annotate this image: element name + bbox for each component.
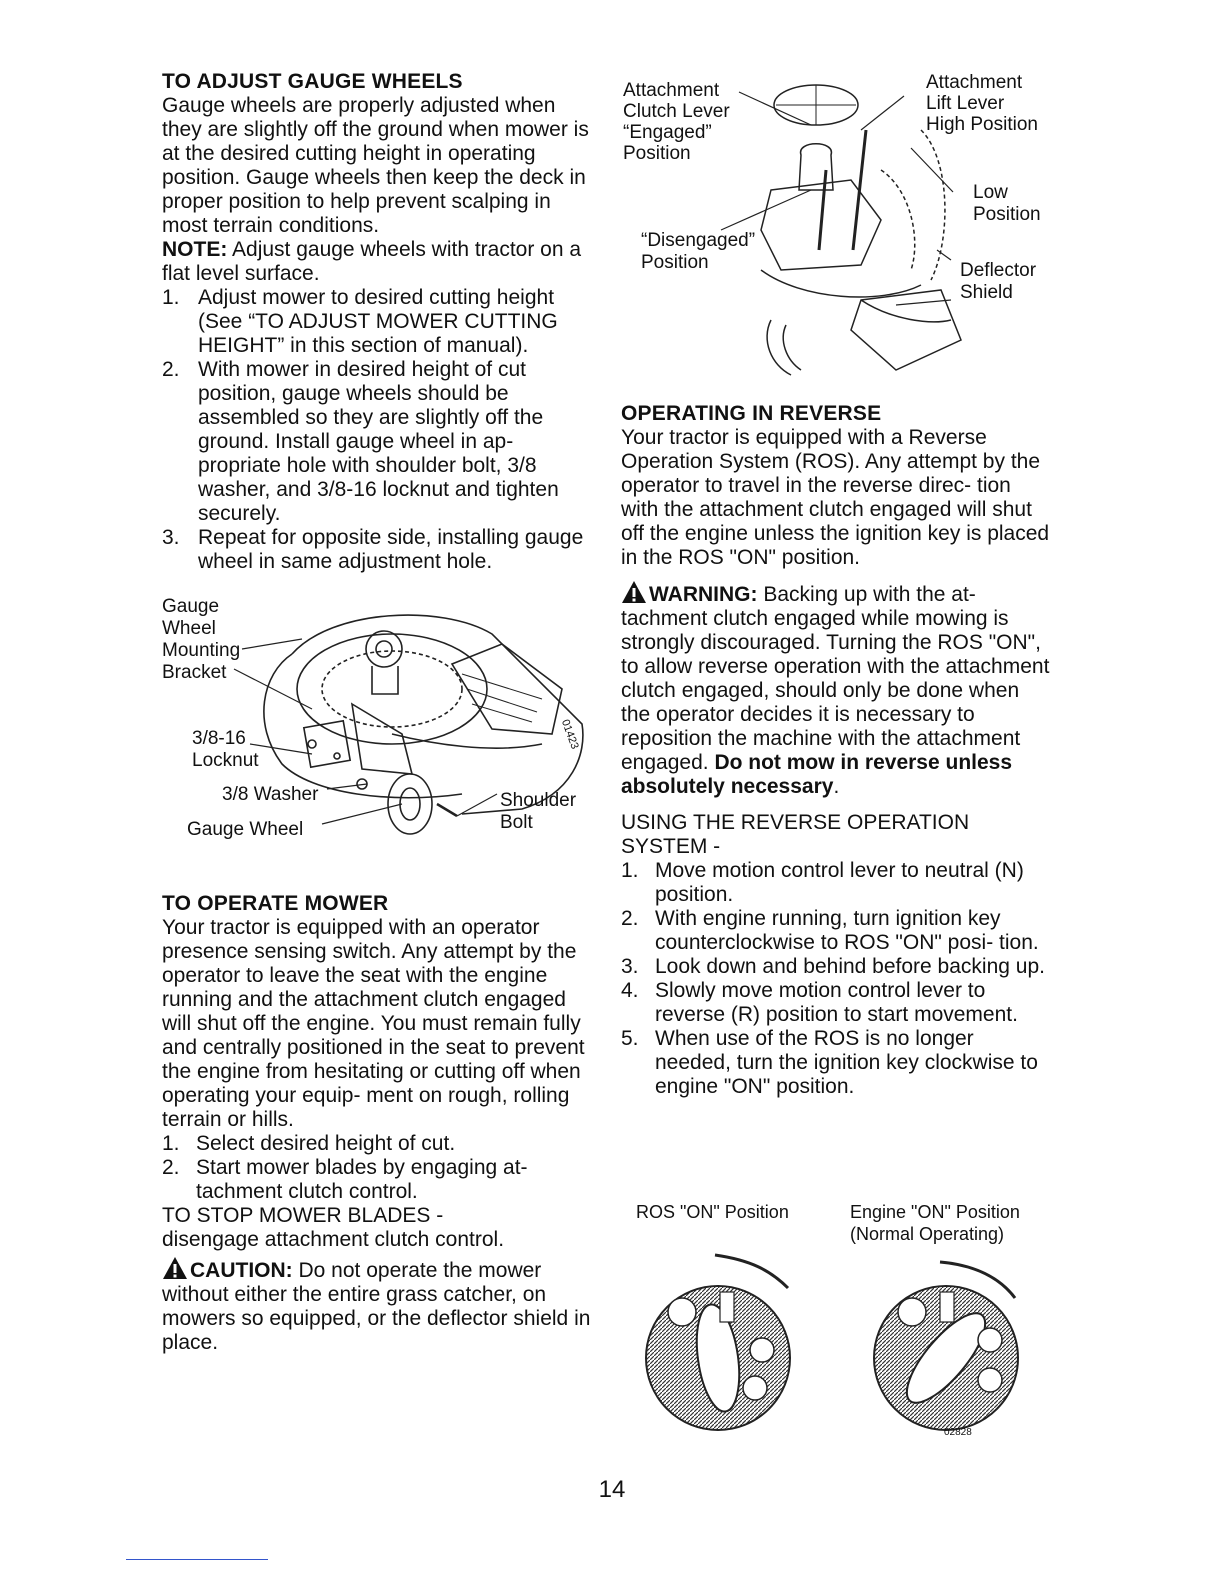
- step-number: 3.: [621, 955, 639, 978]
- washer-label: 3/8 Washer: [222, 784, 319, 805]
- step-number: 5.: [621, 1027, 639, 1050]
- gauge-wheel-figure: [162, 594, 594, 874]
- engine-switch: [874, 1262, 1018, 1430]
- label-line: 3/8-16: [192, 728, 246, 749]
- stop-blades-instruction: disengage attachment clutch control.: [162, 1228, 505, 1251]
- label-line: High Position: [926, 114, 1038, 135]
- step-text: Adjust mower to desired cutting height (See “TO ADJUST MOWER CUTTING HEIGHT” in this section of manual).: [198, 286, 558, 357]
- warning-triangle-icon: [621, 580, 647, 604]
- figure-code: 02828: [944, 1427, 972, 1438]
- warning-label: WARNING:: [649, 583, 758, 606]
- reverse-steps: [621, 859, 1051, 1099]
- operate-steps: [162, 1132, 594, 1204]
- list-item: [162, 526, 594, 574]
- list-item: [162, 1132, 594, 1156]
- step-number: 1.: [162, 286, 180, 309]
- left-column: [162, 70, 594, 1355]
- list-item: [621, 859, 1051, 907]
- step-number: 1.: [162, 1132, 180, 1155]
- label-line: Position: [623, 143, 691, 164]
- ros-switch: [646, 1255, 790, 1430]
- label-line: “Engaged”: [623, 122, 712, 143]
- caution-block: [162, 1256, 594, 1355]
- list-item: [621, 1027, 1051, 1099]
- label-line: Clutch Lever: [623, 101, 730, 122]
- label-line: Wheel: [162, 618, 216, 639]
- list-item: [162, 1156, 594, 1204]
- gauge-wheel-label: Gauge Wheel: [187, 819, 304, 840]
- step-text: Move motion control lever to neutral (N) position.: [655, 859, 1024, 906]
- footer-divider: [126, 1559, 268, 1560]
- figure-code: 01423: [558, 717, 581, 751]
- list-item: [621, 907, 1051, 955]
- caution-text: Do not operate the mower without either the entire grass catcher, on mowers so equipped, or the deflector shield in place.: [162, 1259, 591, 1354]
- step-number: 2.: [162, 358, 180, 381]
- label-line: Attachment: [926, 72, 1023, 93]
- warning-text: Backing up with the at- tachment clutch engaged while mowing is strongly discouraged. Turning the ROS "ON", to allow reverse operation with the attachment clutch engaged, should only be done when the operator decides it is necessary to reposition the machine with the attachment engaged.: [621, 583, 1050, 774]
- reverse-body: Your tractor is equipped with a Reverse Operation System (ROS). Any attempt by the operator to travel in the reverse direc- tion with the attachment clutch engaged will shut off the engine unless the ignition key is placed in the ROS "ON" position.: [621, 426, 1050, 569]
- tractor-figure: [621, 70, 1051, 380]
- label-line: Locknut: [192, 750, 259, 771]
- warning-emphasis: Do not mow in reverse unless absolutely necessary: [621, 751, 1013, 798]
- reverse-heading: OPERATING IN REVERSE: [621, 402, 882, 425]
- ignition-switches-illustration: [630, 1200, 1050, 1440]
- step-number: 2.: [162, 1156, 180, 1179]
- warning-block: [621, 580, 1051, 799]
- label-line: Position: [641, 252, 709, 273]
- gauge-heading: TO ADJUST GAUGE WHEELS: [162, 70, 463, 93]
- deflector-shield-label: [960, 260, 1036, 304]
- label-line: Position: [973, 204, 1041, 225]
- ignition-keys-figure: [630, 1200, 1050, 1440]
- label-line: Attachment: [623, 80, 720, 101]
- stop-blades-line: TO STOP MOWER BLADES -: [162, 1204, 444, 1227]
- page-number: 14: [598, 1476, 626, 1503]
- step-number: 1.: [621, 859, 639, 882]
- label-line: Bracket: [162, 662, 227, 683]
- note-text: Adjust gauge wheels with tractor on a flat level surface.: [162, 238, 582, 285]
- gauge-note: [162, 238, 594, 286]
- step-text: Slowly move motion control lever to reverse (R) position to start movement.: [655, 979, 1018, 1026]
- label-line: Shoulder: [500, 790, 577, 811]
- list-item: [162, 286, 594, 358]
- list-item: [621, 979, 1051, 1027]
- gauge-intro: Gauge wheels are properly adjusted when they are slightly off the ground when mower is at the desired cutting height in operating position. Gauge wheels then keep the deck in proper position to help prevent scalping in most terrain conditions.: [162, 94, 589, 237]
- step-number: 3.: [162, 526, 180, 549]
- label-line: Bolt: [500, 812, 533, 833]
- warning-triangle-icon: [162, 1256, 188, 1280]
- label-line: Lift Lever: [926, 93, 1005, 114]
- step-number: 2.: [621, 907, 639, 930]
- step-text: When use of the ROS is no longer needed, turn the ignition key clockwise to engine "ON" position.: [655, 1027, 1038, 1098]
- label-line: Mounting: [162, 640, 241, 661]
- disengaged-label: [641, 230, 755, 274]
- note-label: NOTE:: [162, 238, 228, 261]
- locknut-label: [192, 728, 259, 772]
- label-line: “Disengaged”: [641, 230, 756, 251]
- normal-operating-label: (Normal Operating): [850, 1224, 1005, 1244]
- step-text: Select desired height of cut.: [196, 1132, 456, 1155]
- list-item: [621, 955, 1051, 979]
- low-position-label: [973, 182, 1041, 226]
- step-text: With engine running, turn ignition key counterclockwise to ROS "ON" posi- tion.: [655, 907, 1039, 954]
- operate-body: Your tractor is equipped with an operator presence sensing switch. Any attempt by the operator to leave the seat with the engine running and the attachment clutch engaged will shut off the engine. You must remain fully and centrally positioned in the seat to prevent the engine from hesitating or cutting off when operating your equip- ment on rough, rolling terrain or hills.: [162, 916, 585, 1131]
- label-line: Gauge: [162, 596, 220, 617]
- using-ros-line2: SYSTEM -: [621, 835, 721, 858]
- step-text: With mower in desired height of cut position, gauge wheels should be assembled so they are slightly off the ground. Install gauge wheel in ap- propriate hole with shoulder bolt, 3/8 washer, and 3/8-16 locknut and tighten securely.: [198, 358, 559, 525]
- ros-on-label: ROS "ON" Position: [636, 1202, 789, 1222]
- gauge-steps: [162, 286, 594, 574]
- warning-end: .: [833, 775, 840, 798]
- clutch-lever-label: [623, 80, 730, 164]
- right-column: [621, 70, 1051, 1099]
- label-line: Shield: [960, 282, 1013, 303]
- label-line: Low: [973, 182, 1008, 203]
- label-line: Deflector: [960, 260, 1037, 281]
- lift-lever-label: [926, 72, 1038, 135]
- operate-heading: TO OPERATE MOWER: [162, 892, 389, 915]
- bracket-label: [162, 596, 240, 684]
- engine-on-label: Engine "ON" Position: [850, 1202, 1020, 1222]
- step-text: Start mower blades by engaging at- tachment clutch control.: [196, 1156, 528, 1203]
- using-ros-line1: USING THE REVERSE OPERATION: [621, 811, 970, 834]
- step-text: Repeat for opposite side, installing gauge wheel in same adjustment hole.: [198, 526, 584, 573]
- step-number: 4.: [621, 979, 639, 1002]
- list-item: [162, 358, 594, 526]
- shoulder-bolt-label: [500, 790, 576, 834]
- step-text: Look down and behind before backing up.: [655, 955, 1045, 978]
- caution-label: CAUTION:: [190, 1259, 293, 1282]
